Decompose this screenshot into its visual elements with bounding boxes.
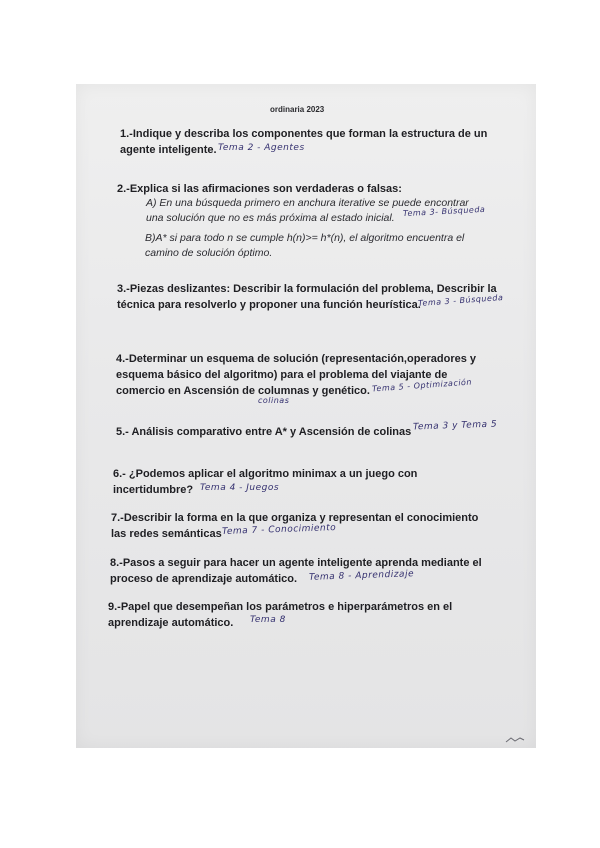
question-4-handwritten-note-2: colinas xyxy=(258,396,290,405)
question-9-line-2: aprendizaje automático. xyxy=(108,617,234,629)
question-2-handwritten-note: Tema 3- Búsqueda xyxy=(402,204,486,219)
question-4-line-1: 4.-Determinar un esquema de solución (representación,operadores y xyxy=(116,353,477,365)
question-8-handwritten-note: Tema 8 - Aprendizaje xyxy=(308,569,415,583)
pen-stroke-mark xyxy=(505,736,525,744)
question-3-handwritten-note: Tema 3 - Búsqueda xyxy=(417,293,504,308)
question-5-handwritten-note: Tema 3 y Tema 5 xyxy=(412,419,498,433)
question-1-handwritten-note: Tema 2 - Agentes xyxy=(218,143,305,153)
question-9-line-1: 9.-Papel que desempeñan los parámetros e hiperparámetros en el xyxy=(108,601,453,613)
question-7-handwritten-note: Tema 7 - Conocimiento xyxy=(221,523,337,537)
question-4-handwritten-note: Tema 5 - Optimización xyxy=(371,377,473,394)
question-9-handwritten-note: Tema 8 xyxy=(250,615,286,625)
question-2-statement-b-line-1: B)A* si para todo n se cumple h(n)>= h*(n), el algoritmo encuentra el xyxy=(145,232,465,244)
question-1-line-1: 1.-Indique y describa los componentes que forman la estructura de un xyxy=(120,128,488,140)
question-2-statement-b-line-2: camino de solución óptimo. xyxy=(145,247,273,259)
question-3-line-2: técnica para resolverlo y proponer una función heurística. xyxy=(117,299,421,311)
question-2-line-1: 2.-Explica si las afirmaciones son verdaderas o falsas: xyxy=(117,183,402,195)
question-6-handwritten-note: Tema 4 - Juegos xyxy=(200,483,280,493)
question-8-line-2: proceso de aprendizaje automático. xyxy=(110,573,298,585)
question-1-line-2: agente inteligente. xyxy=(120,144,217,156)
question-2-statement-a-line-1: A) En una búsqueda primero en anchura iterative se puede encontrar xyxy=(146,197,469,209)
question-2-statement-a-line-2: una solución que no es más próxima al estado inicial. xyxy=(146,212,395,224)
question-8-line-1: 8.-Pasos a seguir para hacer un agente inteligente aprenda mediante el xyxy=(110,557,482,569)
question-6-line-2: incertidumbre? xyxy=(113,484,194,496)
document-title: ordinaria 2023 xyxy=(270,105,325,114)
question-4-line-2: esquema básico del algoritmo) para el problema del viajante de xyxy=(116,369,448,381)
question-7-line-2: las redes semánticas xyxy=(111,528,222,540)
question-4-line-3: comercio en Ascensión de columnas y genético. xyxy=(116,385,370,397)
question-3-line-1: 3.-Piezas deslizantes: Describir la formulación del problema, Describir la xyxy=(117,283,497,295)
question-5-line-1: 5.- Análisis comparativo entre A* y Ascensión de colinas xyxy=(116,426,412,438)
question-7-line-1: 7.-Describir la forma en la que organiza y representan el conocimiento xyxy=(111,512,479,524)
question-6-line-1: 6.- ¿Podemos aplicar el algoritmo minimax a un juego con xyxy=(113,468,418,480)
